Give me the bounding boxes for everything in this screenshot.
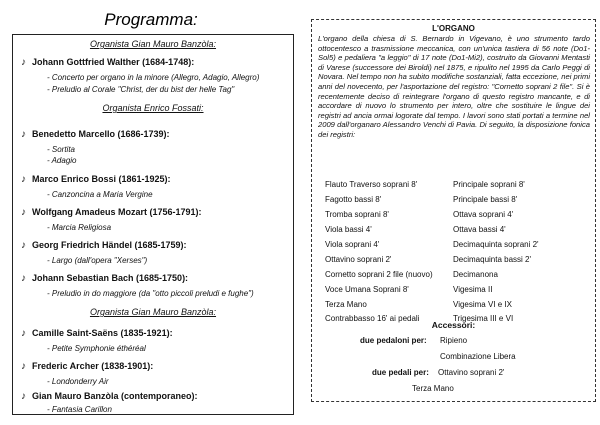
stop-left: Tromba soprani 8' xyxy=(325,210,389,219)
section-heading: Organista Enrico Fossati: xyxy=(102,103,204,113)
music-note-icon: ♪ xyxy=(21,174,26,185)
composer-marcello xyxy=(21,129,170,140)
accessori-title: Accessori: xyxy=(431,320,476,330)
pedali-label: due pedali per: xyxy=(372,368,429,377)
stop-left: Cornetto soprani 2 file (nuovo) xyxy=(325,270,433,279)
stop-right: Decimaquinta soprani 2' xyxy=(453,240,539,249)
piece: - Preludio al Corale "Christ, der du bist der helle Tag" xyxy=(47,85,235,94)
composer-name: Wolfgang Amadeus Mozart (1756-1791): xyxy=(32,207,202,217)
stop-left: Viola bassi 4' xyxy=(325,225,372,234)
composer-name: Johann Gottfried Walther (1684-1748): xyxy=(32,57,195,67)
piece: - Largo (dall'opera "Xerses") xyxy=(47,256,148,265)
stop-left: Voce Umana Soprani 8' xyxy=(325,285,409,294)
piece: - Sortita xyxy=(47,145,76,154)
piece: - Preludio in do maggiore (da "otto piccoli preludi e fughe") xyxy=(47,289,254,298)
composer-bossi xyxy=(21,174,171,185)
composer-walther xyxy=(21,57,194,68)
pedaloni-value: Combinazione Libera xyxy=(440,352,516,361)
pedaloni-label: due pedaloni per: xyxy=(360,336,427,345)
music-note-icon: ♪ xyxy=(21,391,26,402)
composer-name: Benedetto Marcello (1686-1739): xyxy=(32,129,170,139)
composer-name: Georg Friedrich Händel (1685-1759): xyxy=(32,240,187,250)
music-note-icon: ♪ xyxy=(21,328,26,339)
stop-right: Trigesima III e VI xyxy=(453,314,514,323)
section-heading: Organista Gian Mauro Banzòla: xyxy=(89,307,217,317)
composer-name: Johann Sebastian Bach (1685-1750): xyxy=(32,273,189,283)
organo-box xyxy=(311,19,596,402)
piece: - Canzoncina a Maria Vergine xyxy=(47,190,153,199)
composer-saint-saens xyxy=(21,328,173,339)
piece: - Concerto per organo in la minore (Allegro, Adagio, Allegro) xyxy=(47,73,260,82)
music-note-icon: ♪ xyxy=(21,207,26,218)
music-note-icon: ♪ xyxy=(21,361,26,372)
composer-name: Gian Mauro Banzòla (contemporaneo): xyxy=(32,391,198,401)
music-note-icon: ♪ xyxy=(21,273,26,284)
stop-left: Contrabbasso 16' ai pedali xyxy=(325,314,420,323)
pedali-value: Ottavino soprani 2' xyxy=(438,368,505,377)
programma-box xyxy=(12,34,294,415)
stop-right: Vigesima VI e IX xyxy=(453,300,512,309)
piece: - Londonderry Air xyxy=(47,377,109,386)
music-note-icon: ♪ xyxy=(21,129,26,140)
stop-right: Ottava soprani 4' xyxy=(453,210,514,219)
composer-handel xyxy=(21,240,187,251)
composer-mozart xyxy=(21,207,202,218)
piece: - Petite Symphonie éthéréal xyxy=(47,344,146,353)
stop-left: Flauto Traverso soprani 8' xyxy=(325,180,418,189)
stop-left: Viola soprani 4' xyxy=(325,240,380,249)
pedaloni-value: Ripieno xyxy=(440,336,468,345)
section-heading: Organista Gian Mauro Banzòla: xyxy=(89,39,217,49)
music-note-icon: ♪ xyxy=(21,240,26,251)
stop-left: Fagotto bassi 8' xyxy=(325,195,382,204)
music-note-icon: ♪ xyxy=(21,57,26,68)
composer-archer xyxy=(21,361,153,372)
stop-right: Decimaquinta bassi 2' xyxy=(453,255,532,264)
piece: - Adagio xyxy=(47,156,77,165)
stop-right: Decimanona xyxy=(453,270,498,279)
stop-right: Principale bassi 8' xyxy=(453,195,518,204)
composer-name: Marco Enrico Bossi (1861-1925): xyxy=(32,174,171,184)
composer-name: Camille Saint-Saëns (1835-1921): xyxy=(32,328,173,338)
stop-right: Ottava bassi 4' xyxy=(453,225,506,234)
programma-title: Programma: xyxy=(104,10,198,29)
organo-description: L'organo della chiesa di S. Bernardo in Vigevano, è uno strumento tardo ottocentesco a trasmissione meccanica, con un'unica tastiera di 56 note (Do1-Sol5) e pedaliera "a leggio" di 17 note (Do1-Mi2), costruito da Giovanni Mentasti di Varese (successore dei Biroldi) nel 1875, e ripulito nel 1995 da Carlo Peggi di Novara. Nel tempo non ha subito modifiche sostanziali, fatta eccezione, nei primi anni del novecento, per l'asportazione del registro: "Cornetto soprani 2 file". Si è recentemente deciso di reintegrare l'organo di questo registro mancante, e di accordare di nuovo lo strumento per intero, oltre che sostituire le lingue dei registri ad ancia ormai logorate dal tempo. I lavori sono stati portati a termine nel 2009 dall'organaro Alessandro Venchi di Pavia. Di seguito, la disposizione fonica dei registri: xyxy=(318,34,590,139)
organo-title: L'ORGANO xyxy=(432,24,475,33)
composer-name: Frederic Archer (1838-1901): xyxy=(32,361,154,371)
piece: - Fantasia Carillon xyxy=(47,405,112,414)
stop-left: Ottavino soprani 2' xyxy=(325,255,392,264)
composer-bach xyxy=(21,273,188,284)
programma-column xyxy=(6,10,296,415)
stop-right: Vigesima II xyxy=(453,285,493,294)
stop-left: Terza Mano xyxy=(325,300,367,309)
pedali-value: Terza Mano xyxy=(412,384,454,393)
piece: - Marcia Religiosa xyxy=(47,223,112,232)
stop-right: Principale soprani 8' xyxy=(453,180,525,189)
composer-banzola xyxy=(21,391,198,402)
